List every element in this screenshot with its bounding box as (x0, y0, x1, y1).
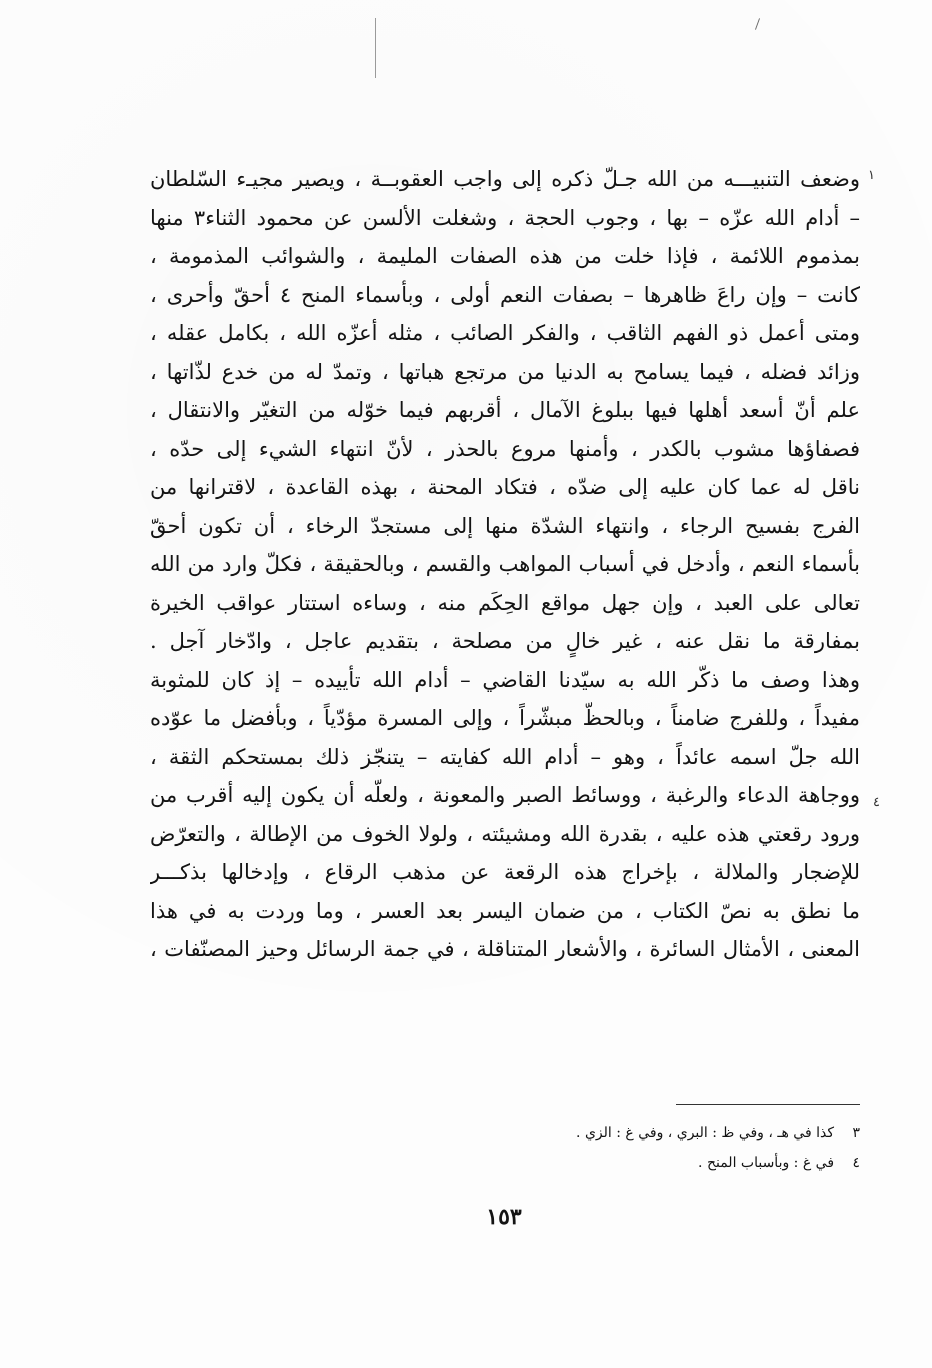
text-line: ومتى أعمل ذو الفهم الثاقب ، والفكر الصائب ، مثله أعزّه الله ، بكامل عقله ، (150, 321, 860, 345)
text-line: – أدام الله عزّه – بها ، وجوب الحجة ، وشغلت الألسن عن محمود الثناء٣ منها (150, 205, 860, 230)
text-line: للإضجار والملالة ، بإخراج هذه الرقعة عن مذهب الرقاع ، وإدخالها بذكـــر (150, 860, 860, 884)
text-line: بمفارقة ما نقل عنه ، غير خالٍ من مصلحة ، بتقديم عاجل ، وادّخار آجل . (150, 629, 860, 653)
footnote-number: ٤ (852, 1155, 860, 1171)
scan-gutter-line (375, 18, 376, 78)
footnote-text: كذا في هـ ، وفي ظ : البري ، وفي غ : الزي . (576, 1125, 835, 1141)
footnote-item (400, 1148, 860, 1178)
text-line: كانت – وإن راعَ ظاهرها – بصفات النعم أولى ، وبأسماء المنح ٤ أحقّ وأحرى ، (150, 282, 860, 307)
footnote-text: في غ : وبأسباب المنح . (698, 1155, 835, 1171)
text-line: وزائد فضله ، فيما يسامح به الدنيا من مرتجع هباتها ، وتمدّ له من خدع لذّاتها ، (150, 359, 860, 384)
footnote-divider (676, 1104, 860, 1105)
text-line: علم أنّ أسعد أهلها فيها ببلوغ الآمال ، أقربهم فيما خوّله من التغيّر والانتقال ، (150, 398, 860, 422)
text-line: ناقل له عما كان عليه إلى ضدّه ، فتكاد المحنة ، بهذه القاعدة ، لاقترانها من (150, 475, 860, 499)
text-line: الله جلّ اسمه عائداً ، وهو – أدام الله كفايته – يتنجّز ذلك بمستحكم الثقة ، (150, 744, 860, 769)
text-line: وضعف التنبيـــه من الله جـلّ ذكره إلى واجب العقوبــة ، ويصير مجيـء السّلطان (150, 167, 860, 191)
text-line: ما نطق به نصّ الكتاب ، من ضمان اليسر بعد العسر ، وما وردت به في هذا (150, 898, 860, 923)
margin-marker: ٤ (873, 795, 880, 810)
footnotes (400, 1118, 860, 1178)
text-line: بأسماء النعم ، وأدخل في أسباب المواهب والقسم ، وبالحقيقة ، فكلّ وارد من الله (150, 552, 860, 576)
footnote-number: ٣ (852, 1125, 860, 1141)
margin-marker: ١ (868, 168, 875, 183)
text-line: الفرج بفسيح الرجاء ، وانتهاء الشدّة منها إلى مستجدّ الرخاء ، أن تكون أحقّ (150, 513, 860, 538)
text-line: وهذا وصف ما ذكّر الله به سيّدنا القاضي – أدام الله تأييده – إذ كان للمثوبة (150, 667, 860, 692)
scan-mark (755, 18, 760, 30)
main-text (150, 160, 860, 969)
text-line: فصفاؤها مشوب بالكدر ، وأمنها مروع بالحذر ، لأنّ انتهاء الشيء إلى حدّه ، (150, 436, 860, 461)
footnote-item (400, 1118, 860, 1148)
text-line: المعنى ، الأمثال السائرة ، والأشعار المتناقلة ، في جمة الرسائل وحيز المصنّفات ، (150, 937, 860, 961)
text-line: تعالى على العبد ، وإن جهل مواقع الحِكَم منه ، وساءه استتار عواقب الخيرة (150, 590, 860, 615)
text-line: بمذموم اللائمة ، فإذا خلت من هذه الصفات المليمة ، والشوائب المذمومة ، (150, 244, 860, 268)
page-number: ١٥٣ (486, 1204, 522, 1230)
text-line: مفيداً ، وللفرج ضامناً ، وبالحظّ مبشّراً ، وإلى المسرة مؤدّياً ، وبأفضل ما عوّده (150, 706, 860, 730)
text-line: ووجاهة الدعاء والرغبة ، ووسائط الصبر والمعونة ، ولعلّه أن يكون إليه أقرب من (150, 783, 860, 807)
text-line: ورود رقعتي هذه عليه ، بقدرة الله ومشيئته ، ولولا الخوف من الإطالة ، والتعرّض (150, 821, 860, 846)
